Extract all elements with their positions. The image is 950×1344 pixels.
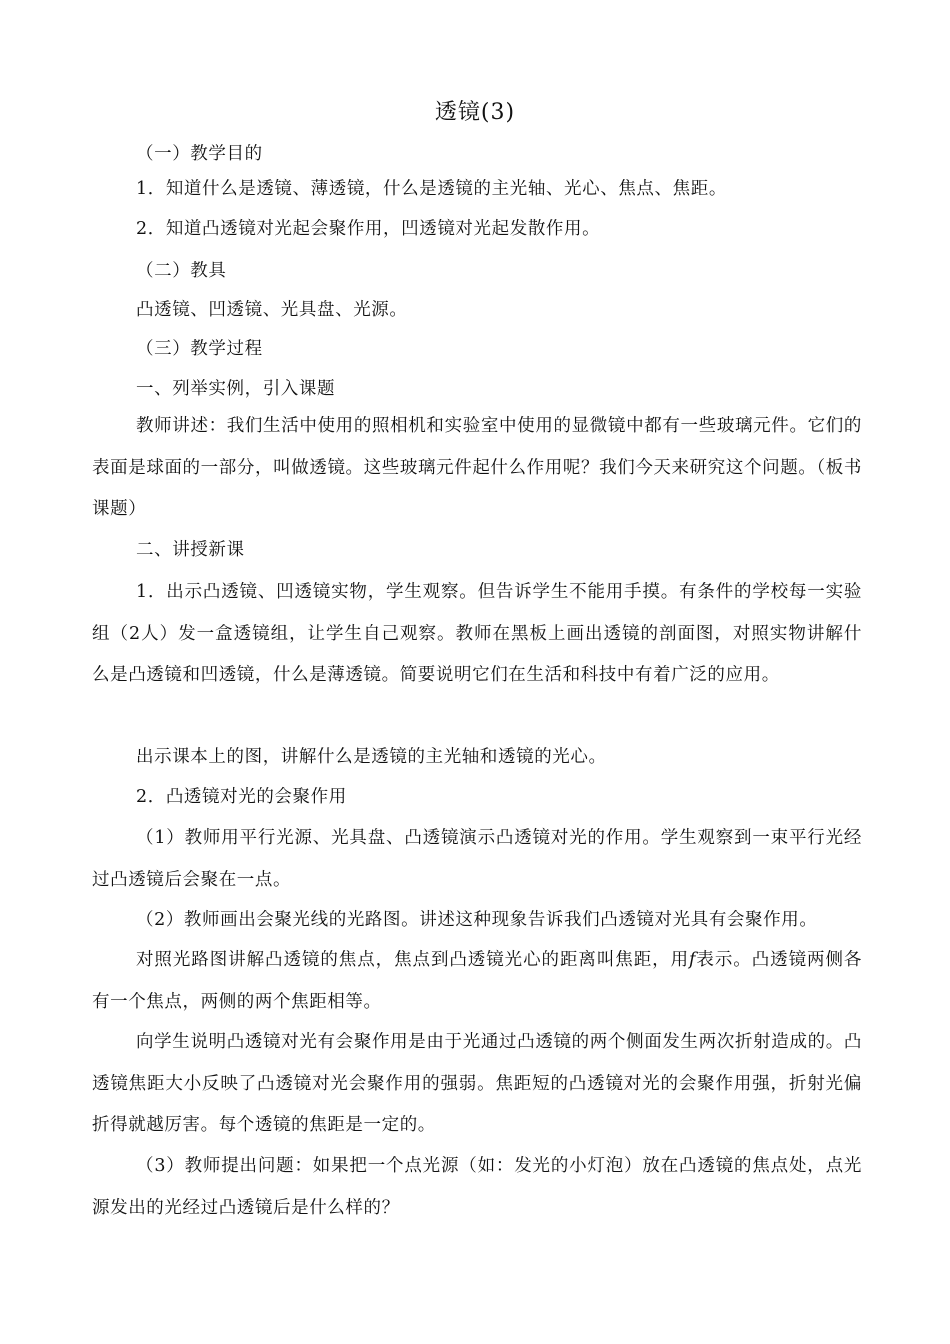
section-heading-objectives: （一）教学目的	[136, 144, 263, 164]
document-title: 透镜(3)	[434, 100, 516, 125]
step-heading-introduction: 一、列举实例，引入课题	[136, 379, 336, 399]
main-axis-paragraph: 出示课本上的图，讲解什么是透镜的主光轴和透镜的光心。	[136, 747, 607, 767]
demo-item-3-paragraph: （3）教师提出问题：如果把一个点光源（如：发光的小灯泡）放在凸透镜的焦点处，点光源发出的光经过凸透镜后是什么样的？	[92, 1156, 862, 1218]
section-heading-process: （三）教学过程	[136, 339, 263, 359]
focal-text-after: 表示。凸透镜两侧各有一个焦点，两侧的两个焦距相等。	[92, 950, 862, 1012]
focal-symbol: f	[689, 950, 697, 970]
demo-item-1-paragraph: （1）教师用平行光源、光具盘、凸透镜演示凸透镜对光的作用。学生观察到一束平行光经过凸透镜后会聚在一点。	[92, 828, 862, 890]
section-heading-tools: （二）教具	[136, 261, 227, 281]
tools-list: 凸透镜、凹透镜、光具盘、光源。	[136, 300, 408, 320]
focal-length-paragraph	[92, 940, 862, 1023]
lesson-item-1-paragraph: 1．出示凸透镜、凹透镜实物，学生观察。但告诉学生不能用手摸。有条件的学校每一实验组（2人）发一盒透镜组，让学生自己观察。教师在黑板上画出透镜的剖面图，对照实物讲解什么是凸透镜和凹透镜，什么是薄透镜。简要说明它们在生活和科技中有着广泛的应用。	[92, 582, 862, 685]
demo-item-2-paragraph: （2）教师画出会聚光线的光路图。讲述这种现象告诉我们凸透镜对光具有会聚作用。	[136, 910, 818, 930]
objective-item-1: 1．知道什么是透镜、薄透镜，什么是透镜的主光轴、光心、焦点、焦距。	[136, 179, 727, 199]
convergence-explanation-paragraph: 向学生说明凸透镜对光有会聚作用是由于光通过凸透镜的两个侧面发生两次折射造成的。凸透镜焦距大小反映了凸透镜对光会聚作用的强弱。焦距短的凸透镜对光的会聚作用强，折射光偏折得就越厉害。每个透镜的焦距是一定的。	[92, 1032, 862, 1135]
objective-item-2: 2．知道凸透镜对光起会聚作用，凹透镜对光起发散作用。	[136, 219, 601, 239]
teacher-narration-paragraph: 教师讲述：我们生活中使用的照相机和实验室中使用的显微镜中都有一些玻璃元件。它们的表面是球面的一部分，叫做透镜。这些玻璃元件起什么作用呢？我们今天来研究这个问题。（板书课题）	[92, 416, 862, 519]
focal-text-before: 对照光路图讲解凸透镜的焦点，焦点到凸透镜光心的距离叫焦距，用	[136, 950, 690, 970]
lesson-item-2-heading: 2．凸透镜对光的会聚作用	[136, 787, 347, 807]
step-heading-new-lesson: 二、讲授新课	[136, 540, 245, 560]
